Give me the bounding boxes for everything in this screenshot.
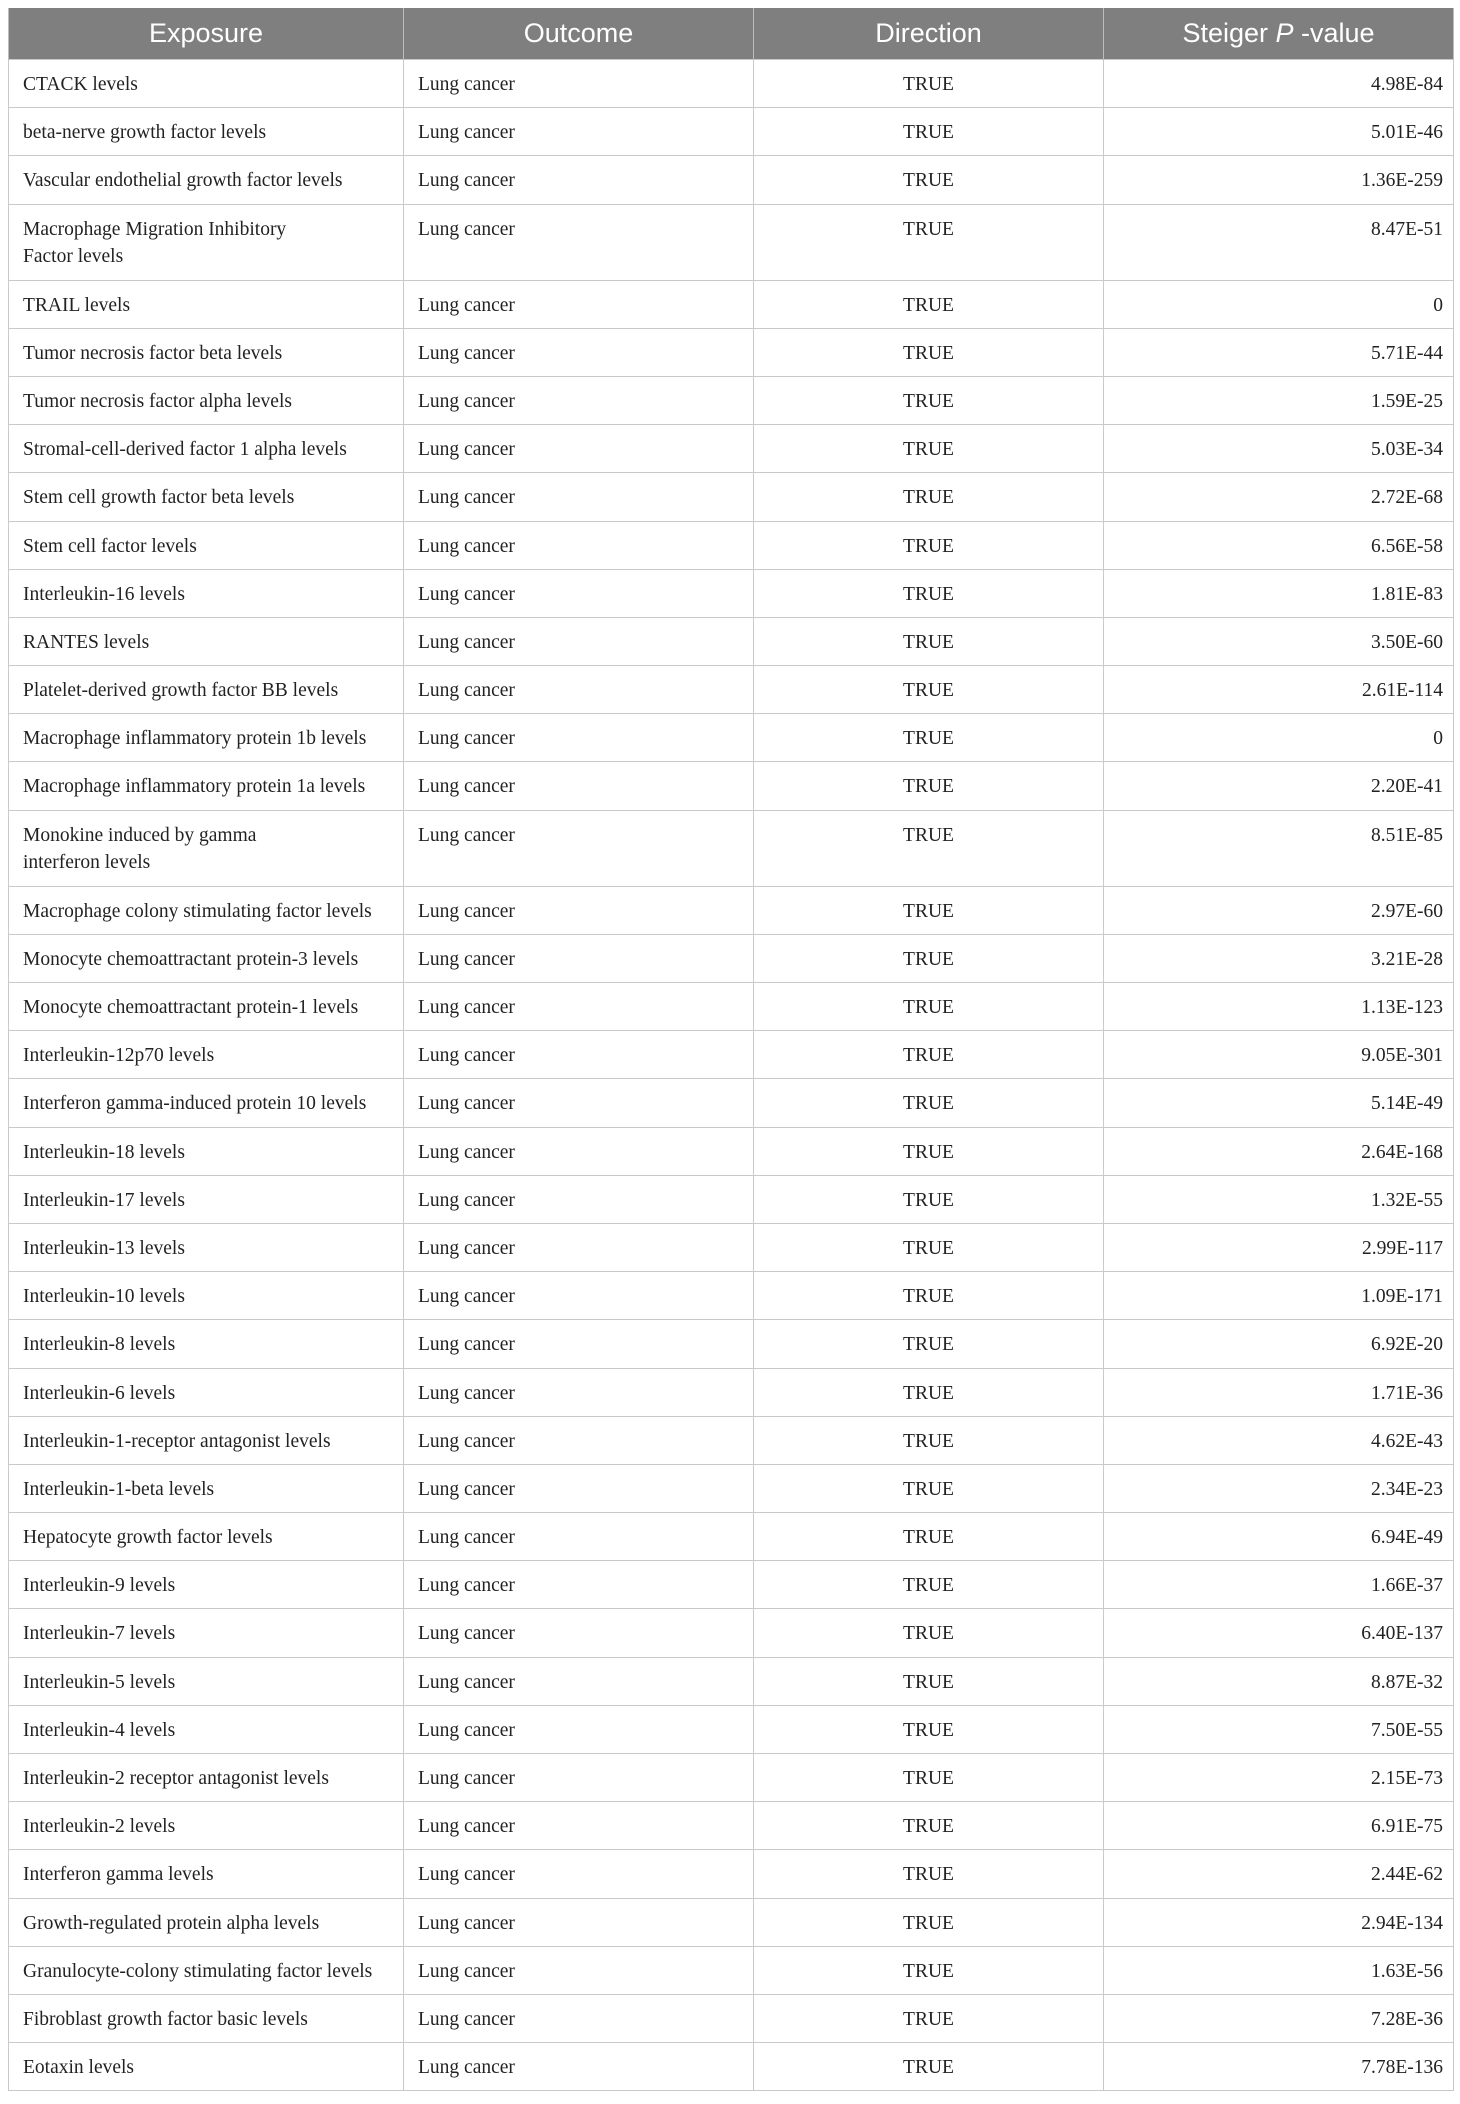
cell-steiger-pvalue: 5.14E-49: [1104, 1079, 1454, 1127]
cell-exposure: CTACK levels: [9, 60, 404, 108]
cell-exposure: Interleukin-13 levels: [9, 1223, 404, 1271]
table-row: [9, 569, 1454, 617]
cell-outcome: Lung cancer: [404, 1464, 754, 1512]
cell-steiger-pvalue: 1.13E-123: [1104, 983, 1454, 1031]
cell-exposure: Tumor necrosis factor alpha levels: [9, 376, 404, 424]
cell-steiger-pvalue: 4.98E-84: [1104, 60, 1454, 108]
cell-direction: TRUE: [754, 1561, 1104, 1609]
cell-direction: TRUE: [754, 1850, 1104, 1898]
table-row: [9, 60, 1454, 108]
table-row: [9, 473, 1454, 521]
header-pvalue-prefix: Steiger: [1182, 18, 1276, 48]
cell-outcome: Lung cancer: [404, 617, 754, 665]
table-row: [9, 1127, 1454, 1175]
cell-outcome: Lung cancer: [404, 1320, 754, 1368]
cell-exposure: Stem cell factor levels: [9, 521, 404, 569]
cell-direction: TRUE: [754, 714, 1104, 762]
cell-outcome: Lung cancer: [404, 810, 754, 886]
cell-outcome: Lung cancer: [404, 1705, 754, 1753]
cell-steiger-pvalue: 3.21E-28: [1104, 934, 1454, 982]
cell-direction: TRUE: [754, 934, 1104, 982]
cell-direction: TRUE: [754, 60, 1104, 108]
cell-direction: TRUE: [754, 762, 1104, 810]
cell-steiger-pvalue: 2.72E-68: [1104, 473, 1454, 521]
cell-exposure: Interleukin-8 levels: [9, 1320, 404, 1368]
cell-outcome: Lung cancer: [404, 60, 754, 108]
cell-steiger-pvalue: 8.87E-32: [1104, 1657, 1454, 1705]
cell-exposure: Interleukin-10 levels: [9, 1272, 404, 1320]
cell-outcome: Lung cancer: [404, 376, 754, 424]
table-row: [9, 1272, 1454, 1320]
table-row: [9, 1946, 1454, 1994]
cell-outcome: Lung cancer: [404, 1175, 754, 1223]
cell-outcome: Lung cancer: [404, 1272, 754, 1320]
cell-exposure: Interleukin-5 levels: [9, 1657, 404, 1705]
table-row: [9, 2043, 1454, 2091]
cell-exposure: beta-nerve growth factor levels: [9, 108, 404, 156]
cell-outcome: Lung cancer: [404, 1031, 754, 1079]
table-row: [9, 1850, 1454, 1898]
cell-exposure: Interleukin-4 levels: [9, 1705, 404, 1753]
cell-outcome: Lung cancer: [404, 108, 754, 156]
cell-outcome: Lung cancer: [404, 983, 754, 1031]
cell-exposure: Macrophage Migration Inhibitory Factor levels: [9, 204, 404, 280]
cell-outcome: Lung cancer: [404, 1079, 754, 1127]
results-table-container: [8, 8, 1453, 2091]
cell-direction: TRUE: [754, 1272, 1104, 1320]
cell-outcome: Lung cancer: [404, 1609, 754, 1657]
cell-exposure: Interferon gamma levels: [9, 1850, 404, 1898]
table-row: [9, 1079, 1454, 1127]
cell-steiger-pvalue: 2.64E-168: [1104, 1127, 1454, 1175]
cell-steiger-pvalue: 2.61E-114: [1104, 666, 1454, 714]
cell-direction: TRUE: [754, 204, 1104, 280]
cell-direction: TRUE: [754, 1609, 1104, 1657]
cell-steiger-pvalue: 1.36E-259: [1104, 156, 1454, 204]
cell-direction: TRUE: [754, 473, 1104, 521]
cell-direction: TRUE: [754, 810, 1104, 886]
cell-direction: TRUE: [754, 1127, 1104, 1175]
cell-outcome: Lung cancer: [404, 1223, 754, 1271]
cell-steiger-pvalue: 1.81E-83: [1104, 569, 1454, 617]
table-row: [9, 1802, 1454, 1850]
cell-outcome: Lung cancer: [404, 1994, 754, 2042]
header-outcome: Outcome: [404, 8, 754, 60]
cell-direction: TRUE: [754, 425, 1104, 473]
cell-outcome: Lung cancer: [404, 934, 754, 982]
cell-steiger-pvalue: 1.09E-171: [1104, 1272, 1454, 1320]
cell-direction: TRUE: [754, 1898, 1104, 1946]
cell-exposure: Interleukin-1-beta levels: [9, 1464, 404, 1512]
cell-steiger-pvalue: 6.92E-20: [1104, 1320, 1454, 1368]
cell-steiger-pvalue: 1.71E-36: [1104, 1368, 1454, 1416]
cell-direction: TRUE: [754, 2043, 1104, 2091]
table-row: [9, 762, 1454, 810]
cell-exposure: Interleukin-12p70 levels: [9, 1031, 404, 1079]
table-row: [9, 280, 1454, 328]
cell-outcome: Lung cancer: [404, 1754, 754, 1802]
cell-exposure: Macrophage inflammatory protein 1b levels: [9, 714, 404, 762]
table-row: [9, 1175, 1454, 1223]
table-row: [9, 1368, 1454, 1416]
cell-exposure: Growth-regulated protein alpha levels: [9, 1898, 404, 1946]
cell-steiger-pvalue: 3.50E-60: [1104, 617, 1454, 665]
table-row: [9, 1898, 1454, 1946]
cell-exposure: Hepatocyte growth factor levels: [9, 1513, 404, 1561]
table-row: [9, 1705, 1454, 1753]
cell-steiger-pvalue: 1.63E-56: [1104, 1946, 1454, 1994]
cell-direction: TRUE: [754, 1754, 1104, 1802]
table-row: [9, 934, 1454, 982]
cell-direction: TRUE: [754, 1079, 1104, 1127]
cell-outcome: Lung cancer: [404, 1513, 754, 1561]
table-row: [9, 617, 1454, 665]
table-row: [9, 886, 1454, 934]
cell-exposure: Interleukin-9 levels: [9, 1561, 404, 1609]
table-row: [9, 425, 1454, 473]
cell-outcome: Lung cancer: [404, 156, 754, 204]
table-row: [9, 1031, 1454, 1079]
cell-exposure: Stem cell growth factor beta levels: [9, 473, 404, 521]
cell-direction: TRUE: [754, 886, 1104, 934]
cell-steiger-pvalue: 2.44E-62: [1104, 1850, 1454, 1898]
cell-outcome: Lung cancer: [404, 1946, 754, 1994]
cell-steiger-pvalue: 9.05E-301: [1104, 1031, 1454, 1079]
cell-exposure: Interleukin-18 levels: [9, 1127, 404, 1175]
cell-outcome: Lung cancer: [404, 714, 754, 762]
cell-steiger-pvalue: 5.71E-44: [1104, 328, 1454, 376]
cell-exposure: Interleukin-2 levels: [9, 1802, 404, 1850]
cell-direction: TRUE: [754, 1175, 1104, 1223]
cell-direction: TRUE: [754, 376, 1104, 424]
cell-exposure: Fibroblast growth factor basic levels: [9, 1994, 404, 2042]
cell-steiger-pvalue: 2.97E-60: [1104, 886, 1454, 934]
cell-direction: TRUE: [754, 1416, 1104, 1464]
cell-steiger-pvalue: 8.47E-51: [1104, 204, 1454, 280]
cell-steiger-pvalue: 7.50E-55: [1104, 1705, 1454, 1753]
cell-steiger-pvalue: 4.62E-43: [1104, 1416, 1454, 1464]
cell-steiger-pvalue: 2.99E-117: [1104, 1223, 1454, 1271]
cell-exposure: Interleukin-16 levels: [9, 569, 404, 617]
cell-steiger-pvalue: 2.34E-23: [1104, 1464, 1454, 1512]
cell-outcome: Lung cancer: [404, 473, 754, 521]
table-row: [9, 204, 1454, 280]
cell-direction: TRUE: [754, 569, 1104, 617]
table-header-row: [9, 8, 1454, 60]
cell-steiger-pvalue: 2.94E-134: [1104, 1898, 1454, 1946]
cell-direction: TRUE: [754, 617, 1104, 665]
cell-steiger-pvalue: 6.91E-75: [1104, 1802, 1454, 1850]
table-row: [9, 376, 1454, 424]
cell-steiger-pvalue: 6.56E-58: [1104, 521, 1454, 569]
cell-outcome: Lung cancer: [404, 1368, 754, 1416]
cell-outcome: Lung cancer: [404, 2043, 754, 2091]
cell-direction: TRUE: [754, 156, 1104, 204]
cell-exposure: Platelet-derived growth factor BB levels: [9, 666, 404, 714]
table-row: [9, 156, 1454, 204]
cell-direction: TRUE: [754, 1320, 1104, 1368]
cell-steiger-pvalue: 8.51E-85: [1104, 810, 1454, 886]
cell-direction: TRUE: [754, 1464, 1104, 1512]
cell-direction: TRUE: [754, 280, 1104, 328]
cell-outcome: Lung cancer: [404, 328, 754, 376]
cell-steiger-pvalue: 1.59E-25: [1104, 376, 1454, 424]
cell-exposure: Granulocyte-colony stimulating factor levels: [9, 1946, 404, 1994]
cell-steiger-pvalue: 5.03E-34: [1104, 425, 1454, 473]
cell-exposure: TRAIL levels: [9, 280, 404, 328]
cell-exposure: Interleukin-2 receptor antagonist levels: [9, 1754, 404, 1802]
table-row: [9, 714, 1454, 762]
cell-exposure: Macrophage colony stimulating factor levels: [9, 886, 404, 934]
table-row: [9, 1754, 1454, 1802]
cell-steiger-pvalue: 2.15E-73: [1104, 1754, 1454, 1802]
table-row: [9, 1320, 1454, 1368]
cell-steiger-pvalue: 7.78E-136: [1104, 2043, 1454, 2091]
cell-steiger-pvalue: 5.01E-46: [1104, 108, 1454, 156]
cell-steiger-pvalue: 2.20E-41: [1104, 762, 1454, 810]
cell-outcome: Lung cancer: [404, 1802, 754, 1850]
cell-direction: TRUE: [754, 1705, 1104, 1753]
table-row: [9, 983, 1454, 1031]
cell-direction: TRUE: [754, 1223, 1104, 1271]
cell-outcome: Lung cancer: [404, 569, 754, 617]
table-row: [9, 1513, 1454, 1561]
cell-exposure: Interleukin-6 levels: [9, 1368, 404, 1416]
cell-steiger-pvalue: 0: [1104, 714, 1454, 762]
cell-exposure: Monocyte chemoattractant protein-1 levels: [9, 983, 404, 1031]
table-row: [9, 1464, 1454, 1512]
cell-outcome: Lung cancer: [404, 666, 754, 714]
header-pvalue-p: P: [1275, 18, 1294, 48]
cell-exposure: Vascular endothelial growth factor levels: [9, 156, 404, 204]
header-direction: Direction: [754, 8, 1104, 60]
table-row: [9, 1223, 1454, 1271]
cell-outcome: Lung cancer: [404, 1561, 754, 1609]
cell-outcome: Lung cancer: [404, 1657, 754, 1705]
cell-steiger-pvalue: 7.28E-36: [1104, 1994, 1454, 2042]
cell-exposure: Monocyte chemoattractant protein-3 levels: [9, 934, 404, 982]
cell-direction: TRUE: [754, 1802, 1104, 1850]
cell-outcome: Lung cancer: [404, 886, 754, 934]
cell-steiger-pvalue: 1.32E-55: [1104, 1175, 1454, 1223]
cell-exposure: Interleukin-7 levels: [9, 1609, 404, 1657]
cell-steiger-pvalue: 1.66E-37: [1104, 1561, 1454, 1609]
cell-outcome: Lung cancer: [404, 1416, 754, 1464]
cell-exposure: Monokine induced by gamma interferon levels: [9, 810, 404, 886]
cell-exposure: Stromal-cell-derived factor 1 alpha levels: [9, 425, 404, 473]
table-row: [9, 1561, 1454, 1609]
steiger-results-table: [8, 8, 1454, 2091]
cell-direction: TRUE: [754, 983, 1104, 1031]
cell-outcome: Lung cancer: [404, 280, 754, 328]
cell-direction: TRUE: [754, 108, 1104, 156]
cell-direction: TRUE: [754, 1946, 1104, 1994]
cell-exposure: RANTES levels: [9, 617, 404, 665]
cell-direction: TRUE: [754, 1368, 1104, 1416]
cell-exposure: Interleukin-1-receptor antagonist levels: [9, 1416, 404, 1464]
cell-exposure: Interleukin-17 levels: [9, 1175, 404, 1223]
table-row: [9, 1416, 1454, 1464]
cell-direction: TRUE: [754, 1657, 1104, 1705]
table-body: [9, 60, 1454, 2091]
table-row: [9, 1994, 1454, 2042]
cell-steiger-pvalue: 6.40E-137: [1104, 1609, 1454, 1657]
cell-outcome: Lung cancer: [404, 425, 754, 473]
cell-outcome: Lung cancer: [404, 1898, 754, 1946]
header-steiger-pvalue: [1104, 8, 1454, 60]
cell-outcome: Lung cancer: [404, 521, 754, 569]
cell-exposure: Interferon gamma-induced protein 10 levels: [9, 1079, 404, 1127]
table-row: [9, 328, 1454, 376]
cell-direction: TRUE: [754, 328, 1104, 376]
table-row: [9, 108, 1454, 156]
table-row: [9, 1657, 1454, 1705]
cell-direction: TRUE: [754, 1513, 1104, 1561]
cell-direction: TRUE: [754, 1031, 1104, 1079]
header-pvalue-suffix: -value: [1293, 18, 1375, 48]
table-row: [9, 666, 1454, 714]
cell-outcome: Lung cancer: [404, 1127, 754, 1175]
table-row: [9, 810, 1454, 886]
cell-steiger-pvalue: 6.94E-49: [1104, 1513, 1454, 1561]
cell-direction: TRUE: [754, 1994, 1104, 2042]
table-row: [9, 1609, 1454, 1657]
cell-exposure: Tumor necrosis factor beta levels: [9, 328, 404, 376]
cell-direction: TRUE: [754, 521, 1104, 569]
table-row: [9, 521, 1454, 569]
cell-exposure: Eotaxin levels: [9, 2043, 404, 2091]
cell-outcome: Lung cancer: [404, 1850, 754, 1898]
cell-outcome: Lung cancer: [404, 204, 754, 280]
cell-steiger-pvalue: 0: [1104, 280, 1454, 328]
cell-exposure: Macrophage inflammatory protein 1a levels: [9, 762, 404, 810]
header-exposure: Exposure: [9, 8, 404, 60]
cell-direction: TRUE: [754, 666, 1104, 714]
cell-outcome: Lung cancer: [404, 762, 754, 810]
